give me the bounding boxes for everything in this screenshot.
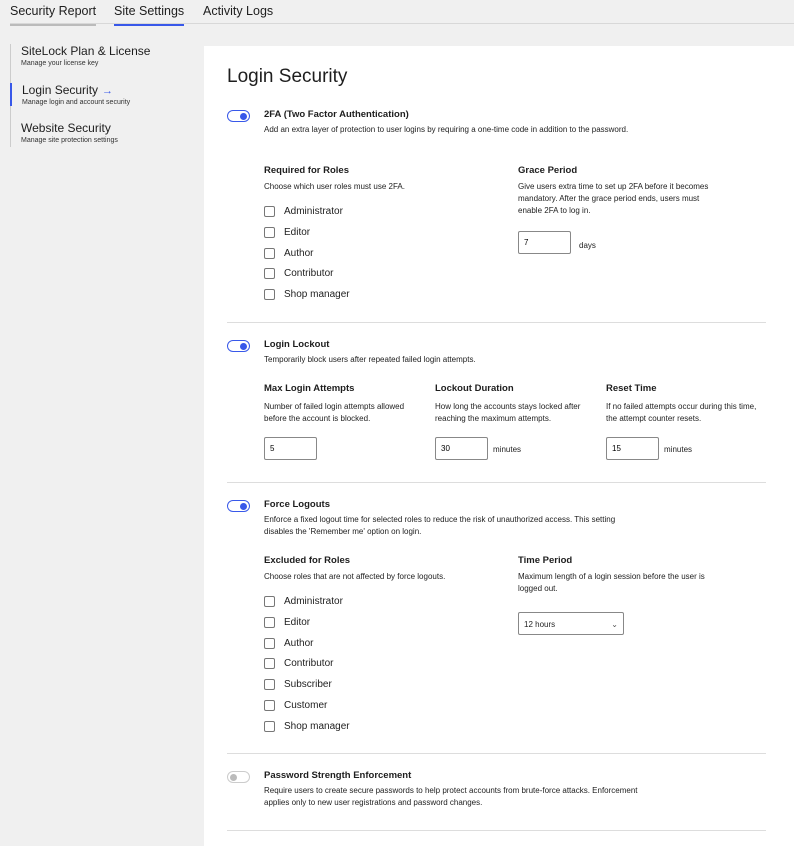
checkbox-box[interactable] — [264, 721, 275, 732]
role-checkbox[interactable] — [264, 206, 343, 217]
field-desc: Number of failed login attempts allowed before the account is blocked. — [264, 402, 405, 423]
field-title: Reset Time — [606, 383, 657, 394]
tab-site-settings[interactable]: Site Settings — [114, 4, 184, 26]
checkbox-box[interactable] — [264, 700, 275, 711]
sidebar-item-website-security[interactable] — [11, 121, 118, 144]
roles-title: Required for Roles — [264, 165, 349, 176]
sidebar-item-title: SiteLock Plan & License — [21, 44, 151, 58]
sidebar-item-subtitle: Manage login and account security — [22, 99, 131, 106]
field-desc: If no failed attempts occur during this time, the attempt counter resets. — [606, 402, 757, 423]
checkbox-box[interactable] — [264, 658, 275, 669]
checkbox-label: Subscriber — [284, 679, 332, 691]
checkbox-label: Editor — [284, 226, 311, 238]
section-title: Force Logouts — [264, 499, 330, 510]
role-checkbox[interactable] — [264, 721, 350, 732]
role-checkbox[interactable] — [264, 617, 310, 628]
divider — [227, 753, 766, 754]
field-desc: How long the accounts stays locked after reaching the maximum attempts. — [435, 402, 581, 423]
arrow-right-icon: → — [102, 85, 114, 97]
grace-unit: days — [579, 241, 596, 250]
sidebar-item-title: Login Security — [22, 83, 99, 97]
field-title: Max Login Attempts — [264, 383, 355, 394]
checkbox-label: Shop manager — [284, 720, 350, 732]
checkbox-box[interactable] — [264, 596, 275, 607]
password-strength-toggle[interactable] — [227, 771, 250, 783]
roles-desc: Choose which user roles must use 2FA. — [264, 182, 405, 191]
role-checkbox[interactable] — [264, 679, 332, 690]
role-checkbox[interactable] — [264, 227, 310, 238]
checkbox-box[interactable] — [264, 248, 275, 259]
checkbox-box[interactable] — [264, 268, 275, 279]
checkbox-box[interactable] — [264, 227, 275, 238]
checkbox-label: Contributor — [284, 268, 334, 280]
sidebar-item-plan-license[interactable] — [11, 44, 150, 67]
field-title: Lockout Duration — [435, 383, 514, 394]
2fa-toggle[interactable] — [227, 110, 250, 122]
grace-period-input[interactable] — [518, 231, 571, 254]
section-title: 2FA (Two Factor Authentication) — [264, 109, 409, 120]
field-input[interactable] — [435, 437, 488, 460]
field-unit: minutes — [493, 445, 522, 454]
roles-desc: Choose roles that are not affected by force logouts. — [264, 572, 446, 581]
checkbox-label: Shop manager — [284, 289, 350, 301]
checkbox-box[interactable] — [264, 289, 275, 300]
settings-panel — [204, 46, 794, 846]
checkbox-label: Customer — [284, 700, 328, 711]
role-checkbox[interactable] — [264, 658, 333, 669]
field-input[interactable] — [606, 437, 659, 460]
checkbox-label: Author — [284, 247, 314, 259]
period-desc: Maximum length of a login session before the user is logged out. — [518, 572, 705, 593]
chevron-down-icon: ⌄ — [611, 620, 618, 629]
divider — [227, 830, 766, 831]
section-desc: Temporarily block users after repeated failed login attempts. — [264, 355, 476, 364]
tab-activity-logs[interactable]: Activity Logs — [203, 4, 274, 18]
role-checkbox[interactable] — [264, 289, 350, 300]
checkbox-box[interactable] — [264, 206, 275, 217]
role-checkbox[interactable] — [264, 700, 327, 711]
role-checkbox[interactable] — [264, 248, 313, 259]
period-title: Time Period — [518, 555, 573, 566]
roles-title: Excluded for Roles — [264, 555, 351, 566]
checkbox-box[interactable] — [264, 679, 275, 690]
checkbox-box[interactable] — [264, 617, 275, 628]
section-desc: Enforce a fixed logout time for selected roles to reduce the risk of unauthorized access. This setting disables the 'Remember me' option on login. — [264, 515, 616, 536]
top-tabs — [10, 0, 794, 24]
tab-security-report[interactable]: Security Report — [10, 4, 96, 26]
sidebar — [10, 44, 190, 147]
role-checkbox[interactable] — [264, 638, 313, 649]
page-title: Login Security — [227, 66, 348, 87]
force-logout-toggle[interactable] — [227, 500, 250, 512]
toggle-knob — [230, 774, 237, 781]
field-input[interactable] — [264, 437, 317, 460]
checkbox-box[interactable] — [264, 638, 275, 649]
section-desc: Add an extra layer of protection to user logins by requiring a one-time code in addition to the password. — [264, 125, 629, 134]
divider — [227, 482, 766, 483]
select-value: 12 hours — [524, 620, 556, 629]
grace-desc: Give users extra time to set up 2FA before it becomes mandatory. After the grace period ends, users must enable 2FA to log in. — [518, 182, 709, 215]
role-checkbox[interactable] — [264, 596, 343, 607]
sidebar-item-login-security[interactable] — [10, 83, 130, 106]
checkbox-label: Administrator — [284, 596, 343, 607]
lockout-toggle[interactable] — [227, 340, 250, 352]
field-unit: minutes — [664, 445, 693, 454]
role-checkbox[interactable] — [264, 268, 333, 279]
section-title: Password Strength Enforcement — [264, 770, 412, 781]
divider — [227, 322, 766, 323]
sidebar-item-subtitle: Manage site protection settings — [21, 137, 118, 144]
checkbox-label: Contributor — [284, 658, 334, 670]
toggle-knob — [240, 113, 247, 120]
checkbox-label: Editor — [284, 616, 311, 628]
toggle-knob — [240, 503, 247, 510]
checkbox-label: Author — [284, 637, 314, 649]
grace-title: Grace Period — [518, 165, 578, 176]
section-title: Login Lockout — [264, 339, 330, 350]
checkbox-label: Administrator — [284, 206, 343, 217]
time-period-select[interactable] — [518, 612, 624, 635]
toggle-knob — [240, 343, 247, 350]
sidebar-item-title: Website Security — [21, 121, 111, 135]
section-desc: Require users to create secure passwords to help protect accounts from brute-force attacks. Enforcement applies only to new user registrations and password changes. — [264, 786, 638, 807]
sidebar-item-subtitle: Manage your license key — [21, 60, 99, 67]
